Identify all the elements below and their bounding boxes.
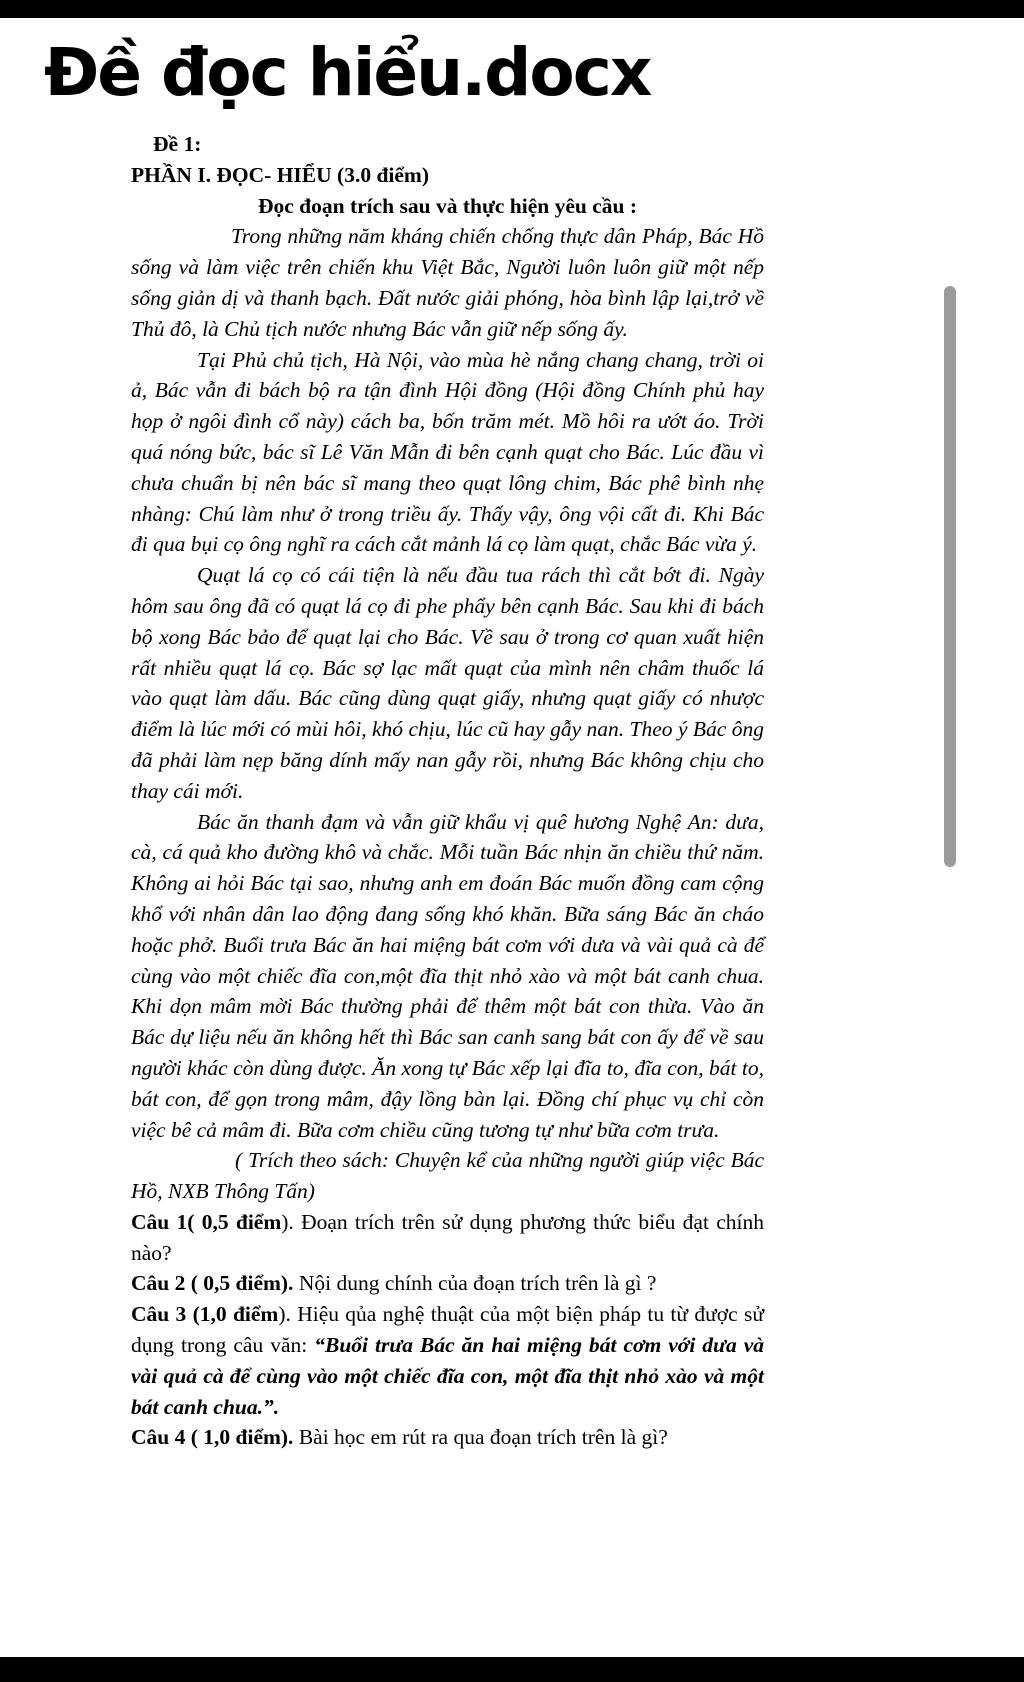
passage-paragraph: Trong những năm kháng chiến chống thực dân Pháp, Bác Hồ sống và làm việc trên chiến khu Việt Bắc, Người luôn luôn giữ một nếp sống giản dị và thanh bạch. Đất nước giải phóng, hòa bình lập lại,trở về Thủ đô, là Chủ tịch nước nhưng Bác vẫn giữ nếp sống ấy. [131,224,764,341]
bottom-bar [0,1657,1024,1682]
question-label: Câu 3 (1,0 điểm [131,1302,279,1327]
question-3 [131,1299,764,1422]
passage-paragraph: Bác ăn thanh đạm và vẫn giữ khẩu vị quê hương Nghệ An: dưa, cà, cá quả kho đường khô và chắc. Mỗi tuần Bác nhịn ăn chiều thứ năm. Không ai hỏi Bác tại sao, nhưng anh em đoán Bác muốn đồng cam cộng khổ với nhân dân lao động đang sống khó khăn. Bữa sáng Bác ăn cháo hoặc phở. Buổi trưa Bác ăn hai miệng bát cơm với dưa và vài quả cà để cùng vào một chiếc đĩa con,một đĩa thịt nhỏ xào và một bát canh chua. Khi dọn mâm mời Bác thường phải để thêm một bát con thừa. Vào ăn Bác dự liệu nếu ăn không hết thì Bác san canh sang bát con ấy để về sau người khác còn dùng được. Ăn xong tự Bác xếp lại đĩa to, đĩa con, bát to, bát con, để gọn trong mâm, đậy lồng bàn lại. Đồng chí phục vụ chỉ còn việc bê cả mâm đi. Bữa cơm chiều cũng tương tự như bữa cơm trưa. [131,809,764,1142]
instruction-line: Đọc đoạn trích sau và thực hiện yêu cầu : [257,193,637,218]
exam-number-heading: Đề 1: [153,132,202,156]
question-text: Nội dung chính của đoạn trích trên là gì ? [293,1271,657,1296]
question-2 [131,1268,764,1299]
question-label: Câu 4 ( 1,0 điểm). [131,1425,294,1450]
question-text: ). Đoạn trích trên sử dụng phương thức biểu đạt chính nào? [131,1209,764,1265]
question-label: Câu 2 ( 0,5 điểm). [131,1271,294,1296]
question-text: Bài học em rút ra qua đoạn trích trên là gì? [293,1425,668,1450]
question-1 [131,1207,764,1269]
document-filename: Đề đọc hiểu.docx [44,34,651,111]
question-text: ). Hiệu qủa nghệ thuật của một biện pháp tu từ được sử dụng trong câu văn: [131,1302,764,1358]
section-heading: PHẦN I. ĐỌC- HIỂU (3.0 điểm) [131,162,429,187]
top-bar [0,0,1024,18]
question-quote: “Buổi trưa Bác ăn hai miệng bát cơm với dưa và vài quả cà để cùng vào một chiếc đĩa con, một đĩa thịt nhỏ xào và một bát canh chua.”. [131,1333,764,1419]
passage-paragraph: Quạt lá cọ có cái tiện là nếu đầu tua rách thì cắt bớt đi. Ngày hôm sau ông đã có quạt lá cọ đi phe phẩy bên cạnh Bác. Sau khi đi bách bộ xong Bác bảo để quạt lại cho Bác. Về sau ở trong cơ quan xuất hiện rất nhiều quạt lá cọ. Bác sợ lạc mất quạt của mình nên châm thuốc lá vào quạt làm dấu. Bác cũng dùng quạt giấy, nhưng quạt giấy có nhược điểm là lúc mới có mùi hôi, khó chịu, lúc cũ hay gẫy nan. Theo ý Bác ông đã phải làm nẹp băng dính mấy nan gẫy rồi, nhưng Bác không chịu cho thay cái mới. [131,563,764,803]
document-page [131,129,764,1453]
source-citation: ( Trích theo sách: Chuyện kể của những người giúp việc Bác Hồ, NXB Thông Tấn) [131,1148,764,1204]
scrollbar-thumb[interactable] [944,286,956,867]
question-4 [131,1422,764,1453]
question-label: Câu 1( 0,5 điểm [131,1209,282,1234]
passage-paragraph: Tại Phủ chủ tịch, Hà Nội, vào mùa hè nắng chang chang, trời oi ả, Bác vẫn đi bách bộ ra tận đình Hội đồng (Hội đồng Chính phủ hay họp ở ngôi đình cổ này) cách ba, bốn trăm mét. Mồ hôi ra ướt áo. Trời quá nóng bức, bác sĩ Lê Văn Mẫn đi bên cạnh quạt cho Bác. Lúc đầu vì chưa chuẩn bị nên bác sĩ mang theo quạt lông chim, Bác phê bình nhẹ nhàng: Chú làm như ở trong triều ấy. Thấy vậy, ông vội cất đi. Khi Bác đi qua bụi cọ ông nghĩ ra cách cắt mảnh lá cọ làm quạt, chắc Bác vừa ý. [131,347,764,557]
